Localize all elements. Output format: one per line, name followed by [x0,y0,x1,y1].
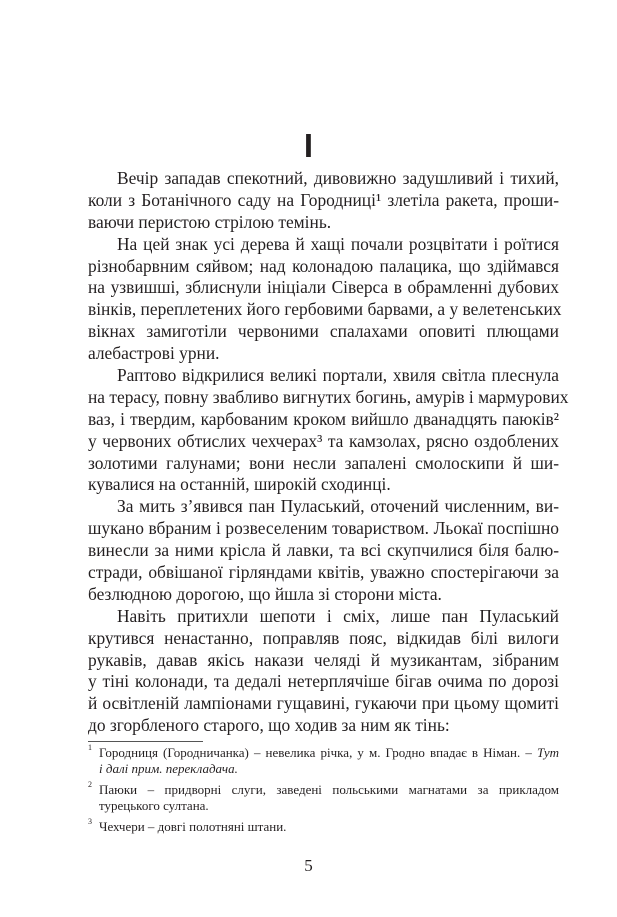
text-line: стради, обвішаної гірляндами квітів, уважно спостерігаючи за [88,562,559,583]
text-line: Навіть притихли шепоти і сміх, лише пан Пуласький [117,605,559,626]
text-line: За мить з’явився пан Пуласький, оточений численним, ви- [117,496,559,517]
footnote-text: Городниця (Городничанка) – невелика річка, у м. Гродно впадає в Німан. – [99,745,532,760]
text-line: шукано вбраним і розвеселеним товариством. Льокаї поспішно [88,518,559,539]
footnote-italic: і далі прим. перекладача. [99,761,238,776]
text-line: у червоних обтислих чехчерах³ та камзолах, рясно оздоблених [88,430,559,451]
footnote [88,782,559,814]
footnote [88,819,559,835]
footnote-text: турецького султана. [99,798,209,813]
footnote-line [99,798,559,814]
text-line: Вечір западав спекотний, дивовижно задушливий і тихий, [117,168,559,188]
footnote-text: Чехчери – довгі полотняні штани. [99,819,287,834]
text-line: алебастрові урни. [88,343,220,364]
text-line: у тіні колонади, та дедалі нетерплячіше бігав очима по дорозі [88,671,559,692]
footnote-line [99,819,559,835]
text-line: вікнах замиготіли червоними спалахами оповиті плющами [88,321,559,342]
footnotes [88,745,559,840]
footnote-divider [88,741,203,742]
text-line: до згорбленого старого, що ходив за ним як тінь: [88,715,450,736]
footnote-line [99,782,559,798]
text-line: Раптово відкрилися великі портали, хвиля світла плеснула [117,365,559,386]
text-line: ваючи перистою стрілою темінь. [88,211,332,232]
text-line: ваз, і твердим, карбованим кроком вийшло дванадцять паюків² [88,408,559,429]
text-line: на узвишші, зблиснули ініціали Сіверса в обрамленні дубових [88,277,559,298]
text-line: різнобарвним сяйвом; над колонадою палацика, що здіймався [88,255,559,276]
text-line: кувалися на останній, широкій сходинці. [88,474,391,495]
chapter-heading: I [303,127,314,164]
text-line: На цей знак усі дерева й хащі почали розцвітати і роїтися [117,233,559,254]
body-text [88,168,569,737]
footnote-line [99,761,559,777]
page-number: 5 [304,856,313,875]
footnote-number: 3 [88,817,92,826]
footnote-italic: Тут [536,745,560,760]
text-line: на терасу, повну звабливо вигнутих богинь, амурів і мармурових [88,386,569,407]
footnote-text: Паюки – придворні слуги, заведені польськими магнатами за прикладом [99,782,559,797]
footnote-number: 1 [88,743,92,752]
footnote-line [99,745,559,761]
footnote [88,745,559,777]
text-line: золотими галунами; вони несли запалені смолоскипи й ши- [88,452,559,473]
text-line: й освітленій лампіонами гущавині, гукаючи при цьому щомиті [88,693,559,714]
text-line: крутився ненастанно, поправляв пояс, відкидав білі вилоги [88,627,559,648]
text-line: безлюдною дорогою, що йшла зі сторони міста. [88,583,442,604]
text-line: рукавів, давав якісь накази челяді й музикантам, зібраним [88,649,559,670]
text-line: вінків, переплетених його гербовими барвами, а у велетенських [88,299,562,320]
footnote-number: 2 [88,780,92,789]
text-line: коли з Ботанічного саду на Городниці¹ злетіла ракета, проши- [88,189,559,210]
text-line: винесли за ними крісла й лавки, та всі скупчилися біля балю- [88,540,559,561]
